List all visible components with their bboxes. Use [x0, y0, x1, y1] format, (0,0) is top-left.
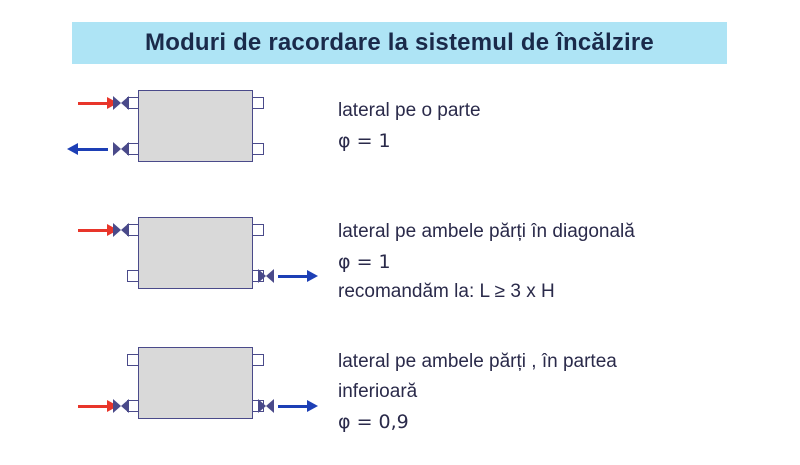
- radiator-stub-top-left: [127, 354, 138, 366]
- supply-arrow-line: [78, 229, 108, 232]
- radiator-stub-bottom-right: [253, 143, 264, 155]
- radiator-stub-top-right: [253, 224, 264, 236]
- return-arrow-head: [307, 270, 318, 282]
- caption-line: φ = 1: [338, 130, 391, 152]
- return-valve-icon: [113, 142, 129, 156]
- diagram-bottom-both-sides: [0, 335, 800, 435]
- supply-valve-icon: [113, 96, 129, 110]
- radiator-body: [138, 347, 253, 419]
- page-title: Moduri de racordare la sistemul de încălzire: [145, 29, 654, 56]
- return-arrow-head: [67, 143, 78, 155]
- return-valve-icon: [258, 269, 274, 283]
- return-arrow-head: [307, 400, 318, 412]
- radiator-body: [138, 217, 253, 289]
- caption-line: φ = 0,9: [338, 411, 409, 433]
- caption-line: lateral pe ambele părți în diagonală: [338, 221, 635, 242]
- page-title-bar: [72, 22, 727, 64]
- supply-valve-icon: [113, 399, 129, 413]
- return-arrow-line: [278, 405, 308, 408]
- caption-line: lateral pe ambele părți , în partea: [338, 351, 617, 372]
- caption-bottom-both-sides: [338, 347, 617, 437]
- return-arrow-line: [78, 148, 108, 151]
- caption-line: inferioară: [338, 381, 418, 402]
- return-valve-icon: [258, 399, 274, 413]
- diagram-one-sided-lateral: [0, 78, 800, 178]
- caption-line: recomandăm la: L ≥ 3 x H: [338, 281, 555, 302]
- caption-one-sided-lateral: [338, 96, 481, 156]
- radiator-body: [138, 90, 253, 162]
- radiator-stub-top-right: [253, 97, 264, 109]
- return-arrow-line: [278, 275, 308, 278]
- caption-diagonal-both-sides: [338, 217, 635, 307]
- caption-line: lateral pe o parte: [338, 100, 481, 121]
- supply-arrow-line: [78, 405, 108, 408]
- radiator-stub-top-right: [253, 354, 264, 366]
- supply-valve-icon: [113, 223, 129, 237]
- supply-arrow-line: [78, 102, 108, 105]
- radiator-stub-bottom-left: [127, 270, 138, 282]
- caption-line: φ = 1: [338, 251, 391, 273]
- diagram-diagonal-both-sides: [0, 205, 800, 305]
